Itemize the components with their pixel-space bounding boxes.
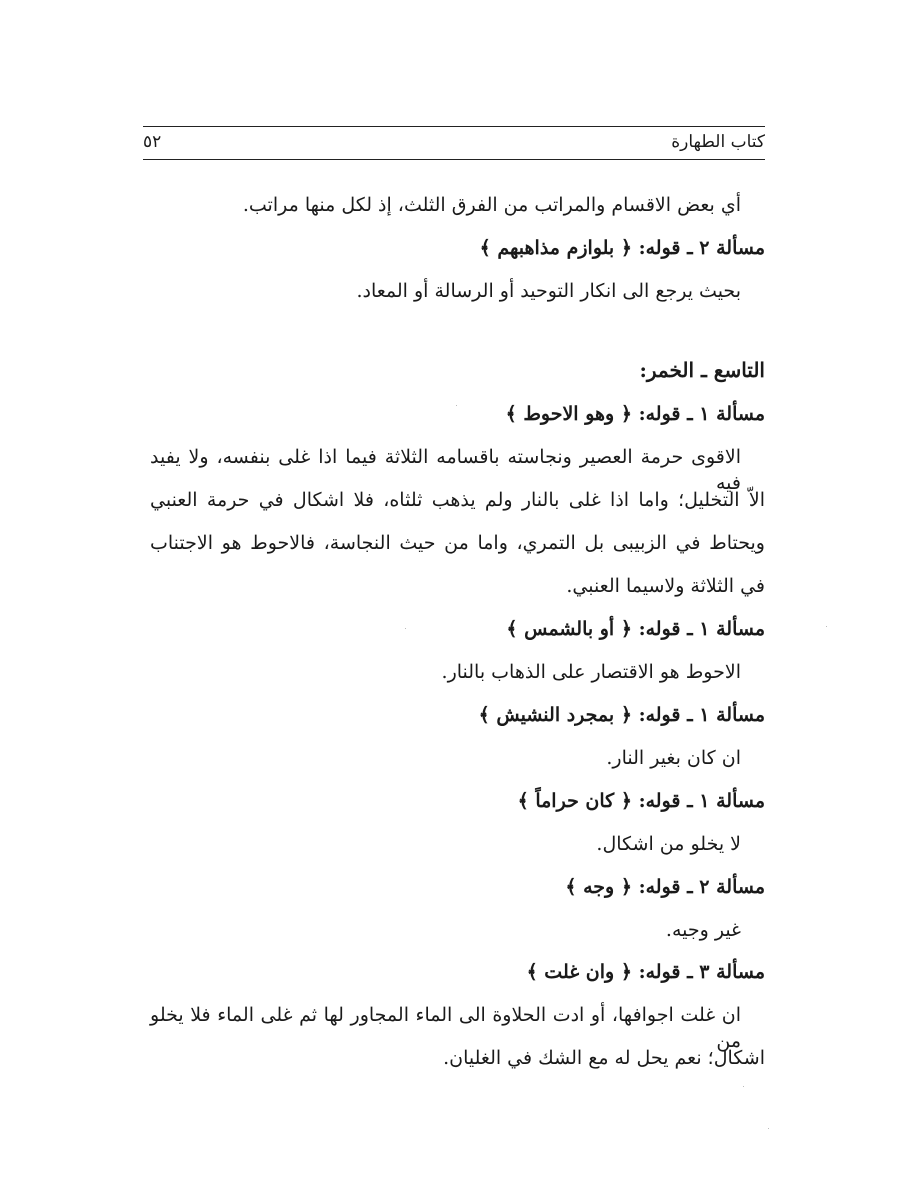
question-heading: مسألة ١ ـ قوله: ﴿ بمجرد النشيش ﴾ xyxy=(478,704,765,726)
question-heading: مسألة ٣ ـ قوله: ﴿ وان غلت ﴾ xyxy=(526,961,765,983)
body-line: اشكال؛ نعم يحل له مع الشك في الغليان. xyxy=(443,1047,765,1069)
question-heading: مسألة ١ ـ قوله: ﴿ أو بالشمس ﴾ xyxy=(506,618,765,640)
body-line: الاحوط هو الاقتصار على الذهاب بالنار. xyxy=(441,661,741,683)
scan-speck xyxy=(456,405,457,406)
body-line: لا يخلو من اشكال. xyxy=(596,833,741,855)
question-heading: مسألة ١ ـ قوله: ﴿ كان حراماً ﴾ xyxy=(517,790,765,812)
scan-speck xyxy=(405,628,406,629)
body-line: ان غلت اجوافها، أو ادت الحلاوة الى الماء المجاور لها ثم غلى الماء فلا يخلو من xyxy=(150,1004,741,1052)
page-body xyxy=(150,0,765,1200)
question-heading: مسألة ٢ ـ قوله: ﴿ بلوازم مذاهبهم ﴾ xyxy=(479,237,765,259)
question-heading: مسألة ١ ـ قوله: ﴿ وهو الاحوط ﴾ xyxy=(505,403,765,425)
body-line: ويحتاط في الزبيبى بل التمري، واما من حيث النجاسة، فالاحوط هو الاجتناب xyxy=(150,532,765,554)
body-line: في الثلاثة ولاسيما العنبي. xyxy=(566,575,765,597)
body-line: بحيث يرجع الى انكار التوحيد أو الرسالة أو المعاد. xyxy=(356,280,741,302)
scan-speck xyxy=(826,626,827,627)
body-line: غير وجيه. xyxy=(665,919,741,941)
body-line: الاقوى حرمة العصير ونجاسته باقسامه الثلاثة فيما اذا غلى بنفسه، ولا يفيد فيه xyxy=(150,446,741,494)
section-heading: التاسع ـ الخمر: xyxy=(639,358,765,382)
scan-speck xyxy=(743,1086,744,1087)
page-number: ٥٢ xyxy=(143,132,162,152)
body-line: ان كان بغير النار. xyxy=(606,747,741,769)
question-heading: مسألة ٢ ـ قوله: ﴿ وجه ﴾ xyxy=(565,876,765,898)
body-line: الاّ التخليل؛ واما اذا غلى بالنار ولم يذهب ثلثاه، فلا اشكال في حرمة العنبي xyxy=(150,489,765,511)
scan-speck xyxy=(768,1128,769,1129)
book-title: كتاب الطهارة xyxy=(671,132,765,152)
body-line: أي بعض الاقسام والمراتب من الفرق الثلث، إذ لكل منها مراتب. xyxy=(242,194,741,216)
